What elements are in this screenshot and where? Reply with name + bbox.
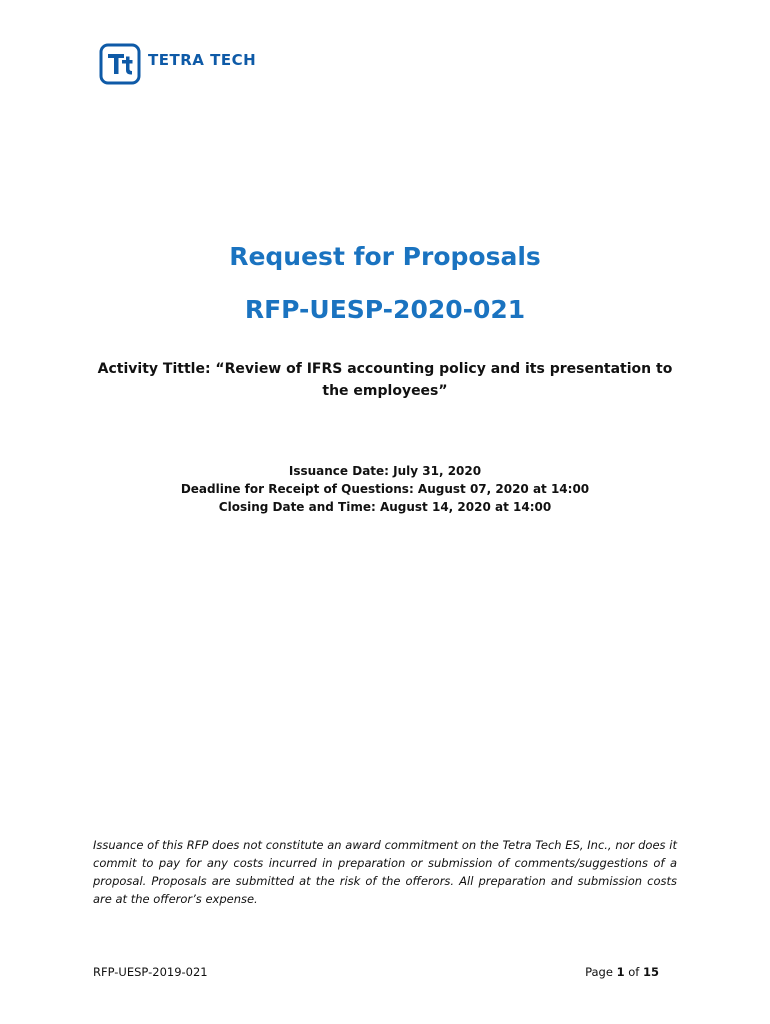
company-name: TETRA TECH [148, 51, 257, 69]
tetra-tech-logo-icon [99, 43, 141, 85]
rfp-number: RFP-UESP-2020-021 [244, 295, 526, 324]
document-title: Request for Proposals [229, 242, 541, 271]
questions-deadline: Deadline for Receipt of Questions: August 07, 2020 at 14:00 [180, 482, 590, 496]
key-dates [0, 462, 770, 516]
disclaimer-paragraph: Issuance of this RFP does not constitute an award commitment on the Tetra Tech ES, Inc., nor does it commit to pay for any costs incurred in preparation or submission of comments/suggestions of a proposal. Proposals are submitted at the risk of the offerors. All preparation and submission costs are at the offeror’s expense. [93, 838, 677, 906]
page-prefix: Page [585, 965, 617, 979]
issuance-date: Issuance Date: July 31, 2020 [288, 464, 482, 478]
footer-doc-id: RFP-UESP-2019-021 [93, 965, 208, 979]
page-total: 15 [642, 965, 659, 979]
activity-title: Activity Tittle: “Review of IFRS accounting policy and its presentation to the employees” [97, 361, 673, 399]
page-current: 1 [616, 965, 625, 979]
footer-page-number [585, 965, 659, 979]
closing-date: Closing Date and Time: August 14, 2020 at 14:00 [218, 500, 552, 514]
page-separator: of [624, 965, 643, 979]
company-logo [99, 43, 256, 85]
